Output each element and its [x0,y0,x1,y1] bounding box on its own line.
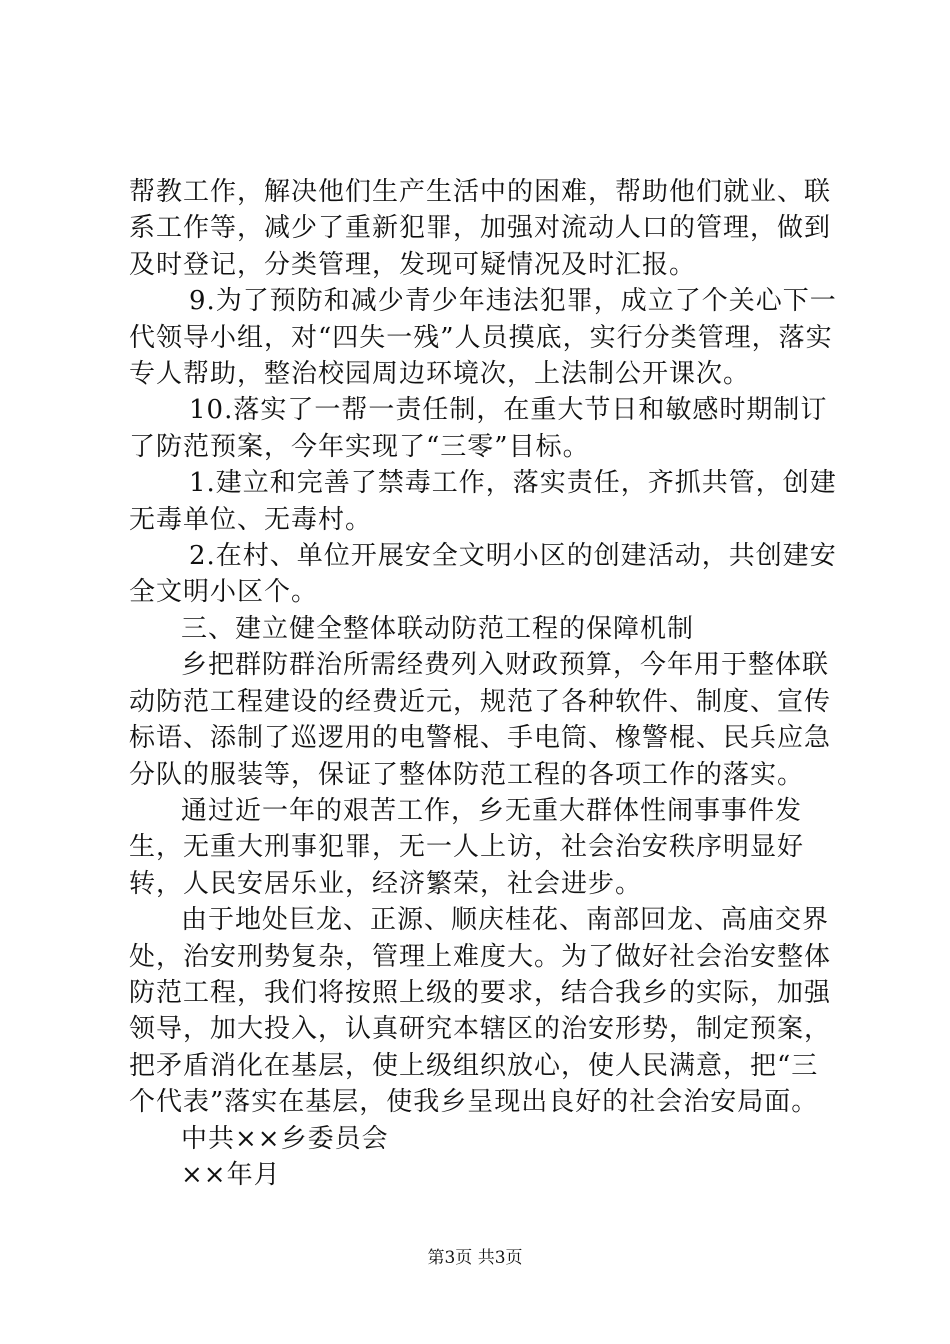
section-heading-3: 三、建立健全整体联动防范工程的保障机制 [181,613,695,644]
paragraph-funding: 乡把群防群治所需经费列入财政预算，今年用于整体联动防范工程建设的经费近元，规范了各种软件、制度、宣传标语、添制了巡逻用的电警棍、手电筒、橡警棍、民兵应急分队的服装等，保证了整体防范工程的各项工作的落实。 [129,650,832,790]
signature-date: ××年月 [181,1159,281,1190]
paragraph-item-9: 9.为了预防和减少青少年违法犯罪，成立了个关心下一代领导小组，对“四失一残”人员摸底，实行分类管理，落实专人帮助，整治校园周边环境次，上法制公开课次。 [129,286,837,390]
paragraph-results: 通过近一年的艰苦工作，乡无重大群体性闹事事件发生，无重大刑事犯罪，无一人上访，社会治安秩序明显好转，人民安居乐业，经济繁荣，社会进步。 [129,795,805,899]
signature-org: 中共××乡委员会 [181,1123,389,1154]
document-body [129,174,837,1193]
paragraph-continuation: 帮教工作，解决他们生产生活中的困难，帮助他们就业、联系工作等，减少了重新犯罪，加强对流动人口的管理，做到及时登记，分类管理，发现可疑情况及时汇报。 [129,177,832,280]
paragraph-sub-item-1: 1.建立和完善了禁毒工作，落实责任，齐抓共管，创建无毒单位、无毒村。 [129,468,837,535]
paragraph-sub-item-2: 2.在村、单位开展安全文明小区的创建活动，共创建安全文明小区个。 [129,541,837,608]
paragraph-item-10: 10.落实了一帮一责任制，在重大节日和敏感时期制订了防范预案，今年实现了“三零”目标。 [129,395,828,462]
page-footer [0,1243,950,1268]
page-number-label: 第3页 共3页 [427,1248,523,1268]
paragraph-outlook: 由于地处巨龙、正源、顺庆桂花、南部回龙、高庙交界处，治安刑势复杂，管理上难度大。为了做好社会治安整体防范工程，我们将按照上级的要求，结合我乡的实际，加强领导，加大投入，认真研究本辖区的治安形势，制定预案，把矛盾消化在基层，使上级组织放心，使人民满意，把“三个代表”落实在基层，使我乡呈现出良好的社会治安局面。 [129,905,832,1118]
